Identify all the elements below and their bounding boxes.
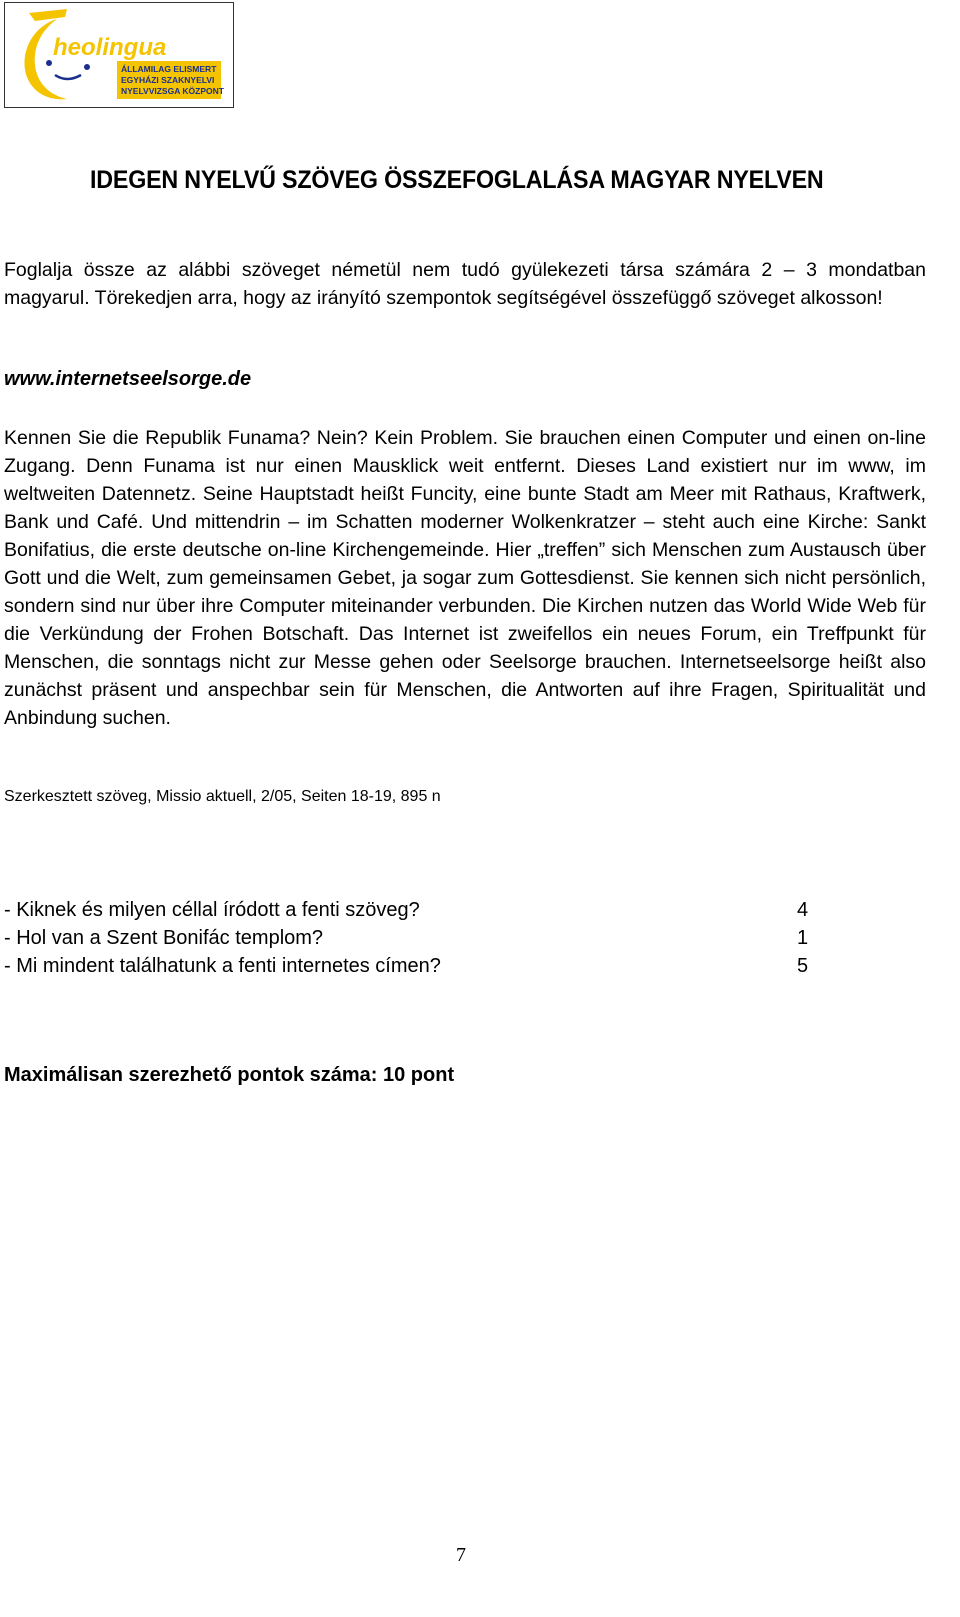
logo-smile [55,75,81,79]
question-text: - Mi mindent találhatunk a fenti internetes címen? [4,955,441,977]
question-points: 1 [797,927,809,949]
question-points: 5 [797,955,809,977]
question-row [4,924,844,952]
max-points: Maximálisan szerezhető pontok száma: 10 pont [4,1064,455,1086]
logo-caption-line: EGYHÁZI SZAKNYELVI [121,75,215,85]
page-number: 7 [456,1544,466,1566]
theolingua-logo [4,2,234,108]
german-source-text: Kennen Sie die Republik Funama? Nein? Kein Problem. Sie brauchen einen Computer und einen on-line Zugang. Denn Funama ist nur einen Mausklick weit entfernt. Dieses Land existiert nur im www, im weltweiten Datennetz. Seine Hauptstadt heißt Funcity, eine bunte Stadt am Meer mit Rathaus, Kraftwerk, Bank und Café. Und mittendrin – im Schatten moderner Wolkenkratzer – steht auch eine Kirche: Sankt Bonifatius, die erste deutsche on-line Kirchengemeinde. Hier „treffen” sich Menschen zum Austausch über Gott und die Welt, zum gemeinsamen Gebet, ja sogar zum Gottesdienst. Sie kennen sich nicht persönlich, sondern sind nur über ihre Computer miteinander verbunden. Die Kirchen nutzen das World Wide Web für die Verkündung der Frohen Botschaft. Das Internet ist zweifellos ein neues Forum, ein Treffpunkt für Menschen, die sonntags nicht zur Messe gehen oder Seelsorge brauchen. Internetseelsorge heißt also zunächst präsent und anspechbar sein für Menschen, die Antworten auf ihre Fragen, Spiritualität und Anbindung suchen. [4,427,926,729]
source-url: www.internetseelsorge.de [4,368,252,390]
logo-crossbar [29,9,67,21]
question-points: 4 [797,899,809,921]
question-text: - Kiknek és milyen céllal íródott a fenti szöveg? [4,899,420,921]
question-text: - Hol van a Szent Bonifác templom? [4,927,324,949]
logo-dot [84,64,90,70]
logo-dot [46,60,52,66]
logo-caption-line: ÁLLAMILAG ELISMERT [121,64,217,74]
question-row [4,952,844,980]
guiding-questions [4,896,844,980]
source-citation: Szerkesztett szöveg, Missio aktuell, 2/05, Seiten 18-19, 895 n [4,788,441,805]
question-row [4,896,844,924]
task-instructions: Foglalja össze az alábbi szöveget németül nem tudó gyülekezeti társa számára 2 – 3 mondatban magyarul. Törekedjen arra, hogy az irányító szempontok segítségével összefüggő szöveget alkosson! [4,259,926,309]
page-title: IDEGEN NYELVŰ SZÖVEG ÖSSZEFOGLALÁSA MAGYAR NYELVEN [90,166,824,194]
logo-wordmark: heolingua [53,34,167,61]
logo-caption-line: NYELVVIZSGA KÖZPONT [121,86,224,96]
theolingua-logo-graphic [5,3,233,107]
